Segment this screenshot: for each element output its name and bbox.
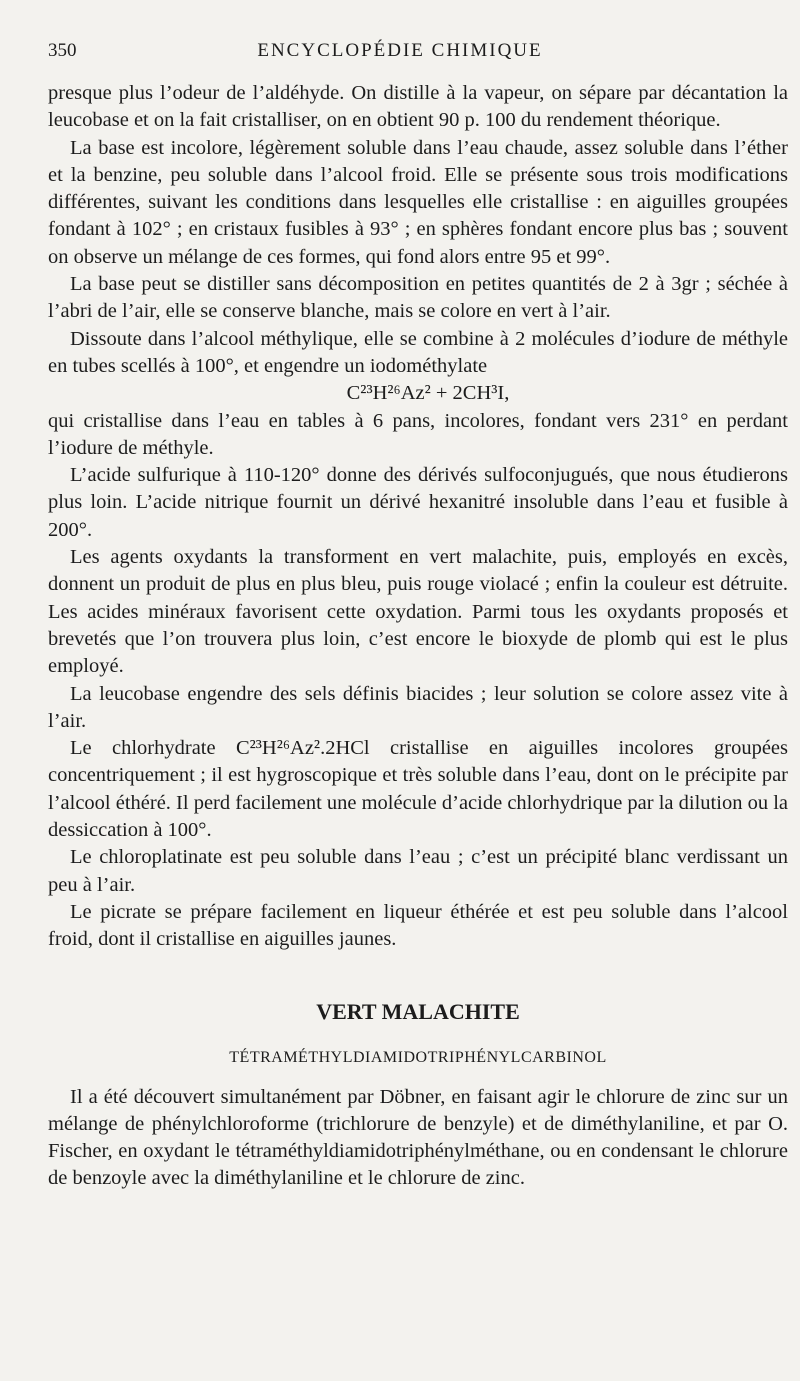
paragraph: La base peut se distiller sans décomposition en petites quantités de 2 à 3gr ; séchée à l’abri de l’air, elle se conserve blanche, mais se colore en vert à l’air. [48,273,788,323]
page-body [48,80,788,1193]
paragraph: Il a été découvert simultanément par Döbner, en faisant agir le chlorure de zinc sur un mélange de phénylchloroforme (trichlorure de benzyle) et de diméthylaniline, et par O. Fischer, en oxydant le tétraméthyldiamidotriphénylméthane, ou en condensant le chlorure de benzoyle avec la diméthylaniline et le chlorure de zinc. [48,1085,788,1190]
paragraph: Dissoute dans l’alcool méthylique, elle se combine à 2 molécules d’iodure de méthyle en tubes scellés à 100°, et engendre un iodométhylate [48,327,788,377]
chemical-formula: C²³H²⁶Az² + 2CH³I, [346,382,510,405]
page-header [48,40,752,66]
paragraph: presque plus l’odeur de l’aldéhyde. On distille à la vapeur, on sépare par décantation la leucobase et on la fait cristalliser, on en obtient 90 p. 100 du rendement théorique. [48,82,788,132]
paragraph: Le chloroplatinate est peu soluble dans l’eau ; c’est un précipité blanc verdissant un peu à l’air. [48,846,788,896]
paragraph: Les agents oxydants la transforment en vert malachite, puis, employés en excès, donnent un produit de plus en plus bleu, puis rouge violacé ; enfin la couleur est détruite. Les acides minéraux favorisent cette oxydation. Parmi tous les oxydants proposés et brevetés que l’on trouvera plus loin, c’est encore le bioxyde de plomb qui est le plus employé. [48,546,788,678]
paragraph: L’acide sulfurique à 110-120° donne des dérivés sulfoconjugués, que nous étudierons plus loin. L’acide nitrique fournit un dérivé hexanitré insoluble dans l’eau et fusible à 200°. [48,464,788,541]
section-title: VERT MALACHITE [316,998,520,1024]
page-number: 350 [48,40,77,61]
paragraph: Le chlorhydrate C²³H²⁶Az².2HCl cristallise en aiguilles incolores groupées concentriquement ; il est hygroscopique et très soluble dans l’eau, dont on le précipite par l’alcool éthéré. Il perd facilement une molécule d’acide chlorhydrique par la dilution ou la dessiccation à 100°. [48,737,788,842]
running-title: ENCYCLOPÉDIE CHIMIQUE [257,40,543,61]
paragraph: La base est incolore, légèrement soluble dans l’eau chaude, assez soluble dans l’éther et la benzine, peu soluble dans l’alcool froid. Elle se présente sous trois modifications différentes, suivant les conditions dans lesquelles elle cristallise : en aiguilles groupées fondant à 102° ; en cristaux fusibles à 93° ; en sphères fondant encore plus bas ; souvent on observe un mélange de ces formes, qui fond alors entre 95 et 99°. [48,136,788,268]
paragraph: Le picrate se prépare facilement en liqueur éthérée et est peu soluble dans l’alcool froid, dont il cristallise en aiguilles jaunes. [48,900,788,951]
paragraph: La leucobase engendre des sels définis biacides ; leur solution se colore assez vite à l’air. [48,682,788,732]
section-subtitle: TÉTRAMÉTHYLDIAMIDOTRIPHÉNYLCARBINOL [229,1048,607,1066]
paragraph: qui cristallise dans l’eau en tables à 6 pans, incolores, fondant vers 231° en perdant l’iodure de méthyle. [48,409,788,459]
